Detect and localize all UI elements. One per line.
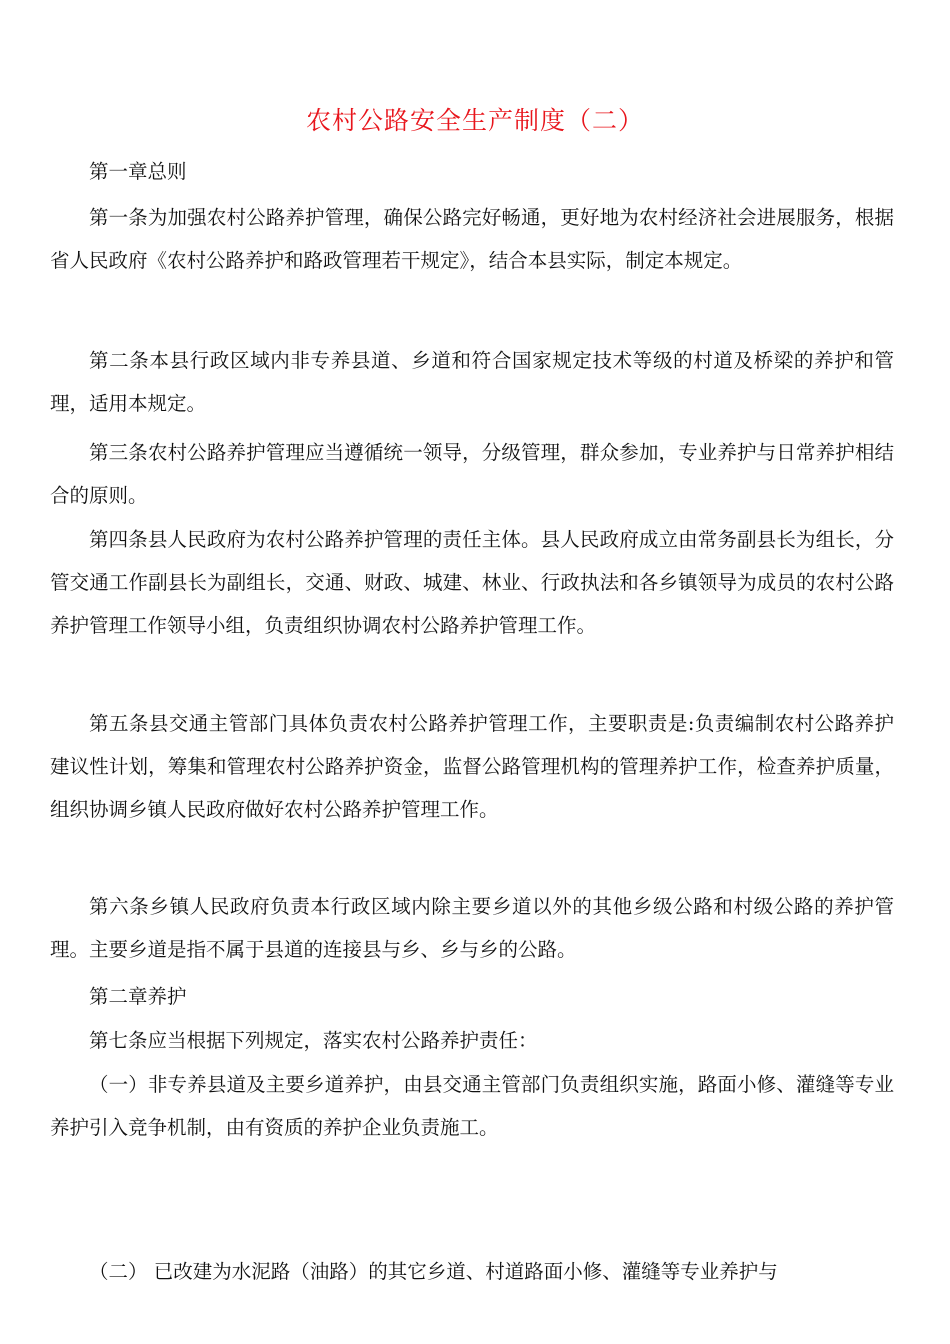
chapter-1-heading: 第一章总则	[89, 160, 187, 183]
article-7: 第七条应当根据下列规定，落实农村公路养护责任：	[89, 1029, 538, 1052]
chapter-2-heading: 第二章养护	[89, 985, 187, 1008]
article-3: 第三条农村公路养护管理应当遵循统一领导，分级管理，群众参加，专业养护与日常养护相结合的原则。	[50, 441, 894, 507]
article-7-item-2: （二） 已改建为水泥路（油路）的其它乡道、村道路面小修、灌缝等专业养护与	[89, 1260, 778, 1283]
article-4: 第四条县人民政府为农村公路养护管理的责任主体。县人民政府成立由常务副县长为组长，分管交通工作副县长为副组长，交通、财政、城建、林业、行政执法和各乡镇领导为成员的农村公路养护管理工作领导小组，负责组织协调农村公路养护管理工作。	[50, 528, 894, 637]
document-title: 农村公路安全生产制度（二）	[305, 106, 644, 135]
article-7-item-1: （一）非专养县道及主要乡道养护，由县交通主管部门负责组织实施，路面小修、灌缝等专业养护引入竞争机制，由有资质的养护企业负责施工。	[50, 1073, 894, 1139]
article-6: 第六条乡镇人民政府负责本行政区域内除主要乡道以外的其他乡级公路和村级公路的养护管理。主要乡道是指不属于县道的连接县与乡、乡与乡的公路。	[50, 895, 894, 961]
article-2: 第二条本县行政区域内非专养县道、乡道和符合国家规定技术等级的村道及桥梁的养护和管理，适用本规定。	[50, 349, 894, 415]
article-5: 第五条县交通主管部门具体负责农村公路养护管理工作，主要职责是:负责编制农村公路养护建议性计划，筹集和管理农村公路养护资金，监督公路管理机构的管理养护工作，检查养护质量，组织协调乡镇人民政府做好农村公路养护管理工作。	[50, 712, 894, 821]
article-1: 第一条为加强农村公路养护管理，确保公路完好畅通，更好地为农村经济社会进展服务，根据 省人民政府《农村公路养护和路政管理若干规定》，结合本县实际，制定本规定。	[50, 206, 894, 272]
